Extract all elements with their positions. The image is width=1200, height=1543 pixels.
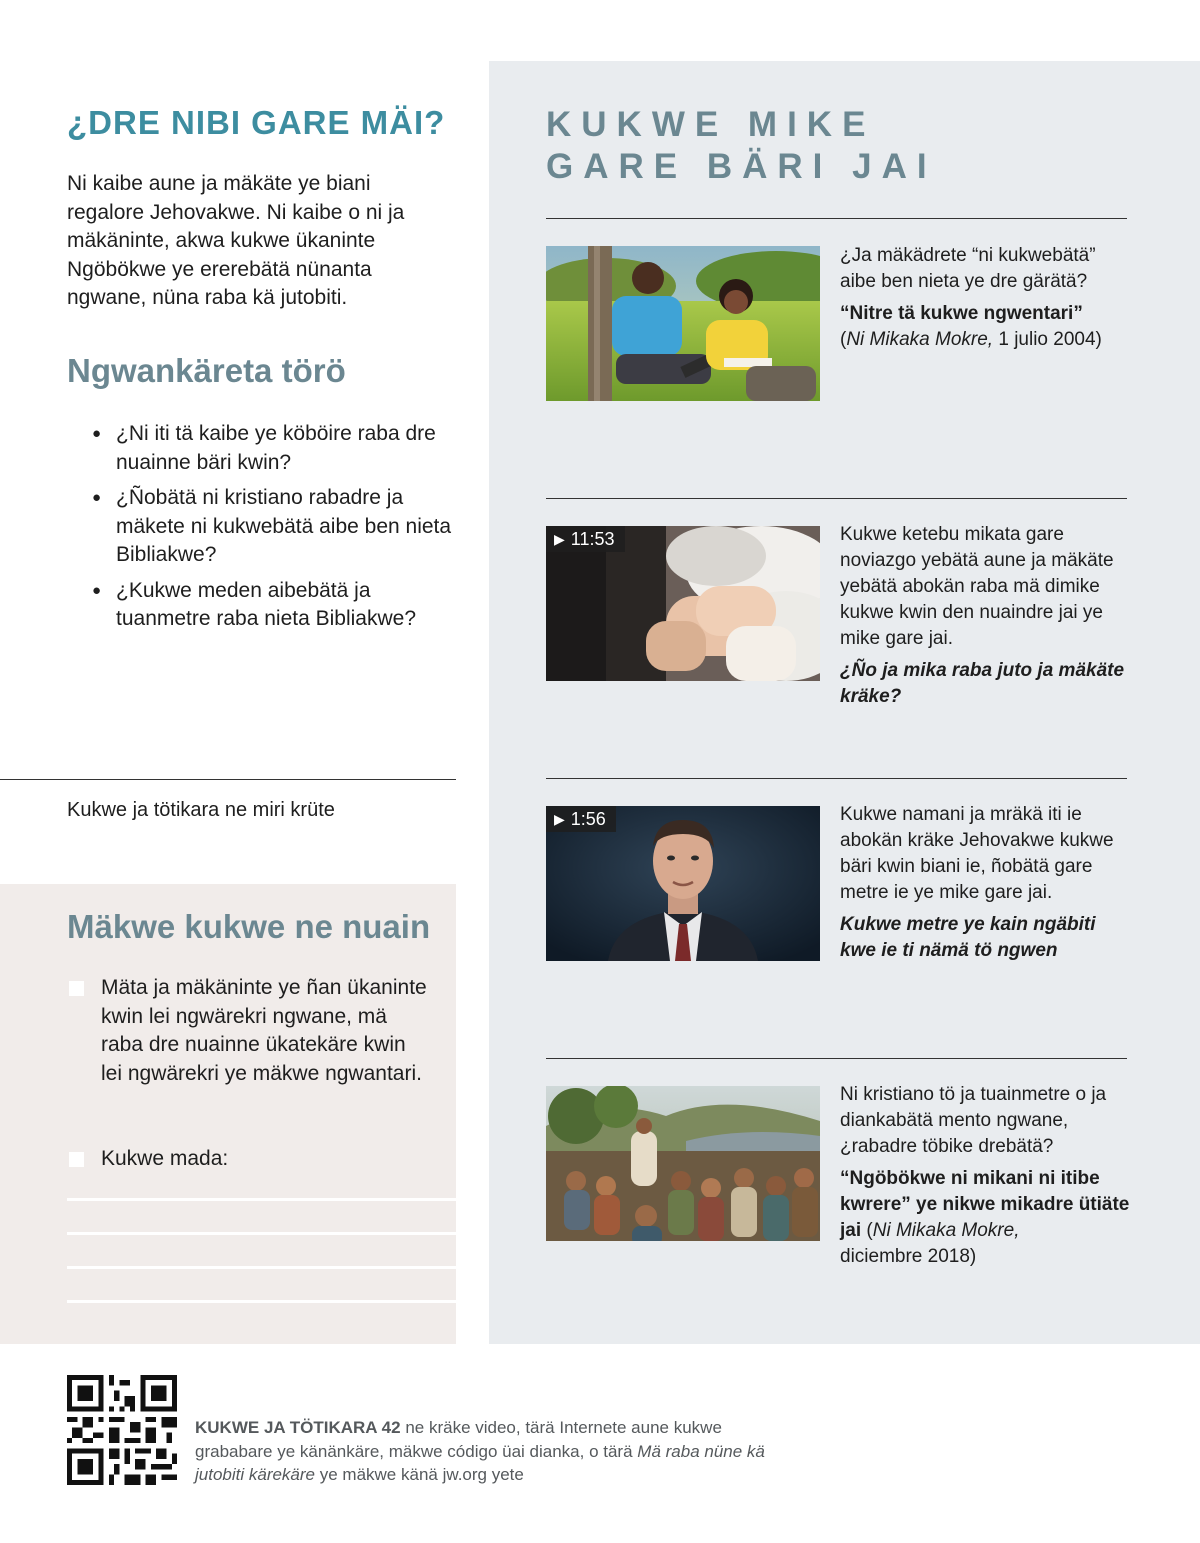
jesus-teaching-image[interactable]	[546, 1086, 820, 1241]
resource-description: ¿Ja mäkädrete “ni kukwebätä” aibe ben nieta ye dre gärätä?	[840, 245, 1096, 292]
resource-3-text	[840, 802, 1130, 964]
question-item: ● ¿Ni iti tä kaibe ye köböire raba dre nuainne bäri kwin?	[92, 420, 457, 477]
lesson-label: Kukwe ja tötikara ne miri krüte	[67, 799, 335, 821]
resource-link[interactable]	[840, 1166, 1130, 1270]
play-icon: ▶	[554, 531, 565, 547]
resource-divider	[546, 778, 1127, 779]
recommended-title	[546, 104, 1146, 188]
qr-code-icon[interactable]	[67, 1375, 177, 1485]
resource-4-text	[840, 1082, 1130, 1270]
footer-instructions	[195, 1416, 795, 1487]
resource-description: Kukwe namani ja mräkä iti ie abokän kräke Jehovakwe kukwe bäri kwin biani ie, ñobätä gare metre ie ye mike gare jai.	[840, 804, 1114, 903]
writing-line[interactable]	[67, 1300, 456, 1303]
resource-2-text	[840, 522, 1130, 710]
resource-link[interactable]: ¿Ño ja mika raba juto ja mäkäte kräke?	[840, 660, 1125, 707]
writing-line[interactable]	[67, 1198, 456, 1201]
footer-lesson-ref: KUKWE JA TÖTIKARA 42	[195, 1418, 401, 1437]
resource-1-text	[840, 243, 1130, 353]
play-icon: ▶	[554, 811, 565, 827]
todo-item-text: Kukwe mada:	[101, 1147, 229, 1170]
todo-panel	[0, 884, 456, 1344]
resource-link-title[interactable]: “Ngöbökwe ni mikani ni itibe kwrere” ye nikwe mikadre ütiäte jai	[840, 1168, 1130, 1241]
todo-heading: Mäkwe kukwe ne nuain	[67, 908, 431, 945]
recommended-title-line1: KUKWE MIKE	[546, 105, 876, 144]
resource-link-title[interactable]: “Nitre tä kukwe ngwentari”	[840, 303, 1083, 324]
resource-link[interactable]: Kukwe metre ye kain ngäbiti kwe ie ti nämä tö ngwen	[840, 914, 1096, 961]
recommended-title-line2: GARE BÄRI JAI	[546, 147, 937, 186]
resource-description: Kukwe ketebu mikata gare noviazgo yebätä aune ja mäkäte yebätä abokän raba mä dimike kukwe kwin den nuaindre jai ye mike gare jai.	[840, 524, 1114, 649]
video-duration-badge	[546, 526, 625, 552]
main-heading: ¿DRE NIBI GARE MÄI?	[67, 104, 446, 141]
intro-paragraph: Ni kaibe aune ja mäkäte ye biani regalore Jehovakwe. Ni kaibe o ni ja mäkäninte, akwa kukwe ükaninte Ngöbökwe ye ererebätä nünanta ngwane, nüna raba kä jutobiti.	[67, 172, 405, 309]
resource-citation: (Ni Mikaka Mokre, diciembre 2018)	[840, 1220, 1020, 1267]
footer-book-title: Mä raba nüne kä jutobiti kärekäre	[195, 1441, 765, 1484]
todo-checkbox[interactable]	[69, 1152, 84, 1167]
section-divider	[0, 779, 456, 780]
holding-hands-video-thumbnail[interactable]	[546, 526, 820, 681]
footer-text-part: ne kräke video, tärä Internete aune kukwe grababare ye känänkäre, mäkwe código üai dianka, o tärä	[195, 1418, 722, 1461]
couple-reading-image[interactable]	[546, 246, 820, 401]
resource-description: Ni kristiano tö ja tuainmetre o ja diankabätä mento ngwane, ¿rabadre töbike drebätä?	[840, 1084, 1107, 1157]
resource-divider	[546, 1058, 1127, 1059]
todo-checkbox[interactable]	[69, 981, 84, 996]
video-duration-badge	[546, 806, 616, 832]
resource-divider	[546, 218, 1127, 219]
todo-item-text: Mäta ja mäkäninte ye ñan ükaninte kwin lei ngwärekri ngwane, mä raba dre nuainne ükatekäre kwin lei ngwärekri ye mäkwe ngwantari.	[101, 976, 427, 1085]
resource-link[interactable]	[840, 301, 1130, 353]
question-item: ● ¿Kukwe meden aibebätä ja tuanmetre raba nieta Bibliakwe?	[92, 577, 457, 634]
resource-divider	[546, 498, 1127, 499]
questions-heading: Ngwankäreta törö	[67, 352, 346, 389]
video-duration: 1:56	[570, 809, 606, 829]
citation-source: Ni Mikaka Mokre,	[846, 329, 994, 350]
writing-line[interactable]	[67, 1266, 456, 1269]
video-duration: 11:53	[570, 529, 615, 549]
question-item: ● ¿Ñobätä ni kristiano rabadre ja mäkete ni kukwebätä aibe ben nieta Bibliakwe?	[92, 484, 457, 570]
questions-list	[92, 420, 457, 641]
citation-source: Ni Mikaka Mokre,	[872, 1220, 1020, 1241]
writing-line[interactable]	[67, 1232, 456, 1235]
resource-citation: (Ni Mikaka Mokre, 1 julio 2004)	[840, 329, 1102, 350]
footer-text-part: ye mäkwe känä jw.org yete	[315, 1465, 524, 1484]
man-portrait-video-thumbnail[interactable]	[546, 806, 820, 961]
